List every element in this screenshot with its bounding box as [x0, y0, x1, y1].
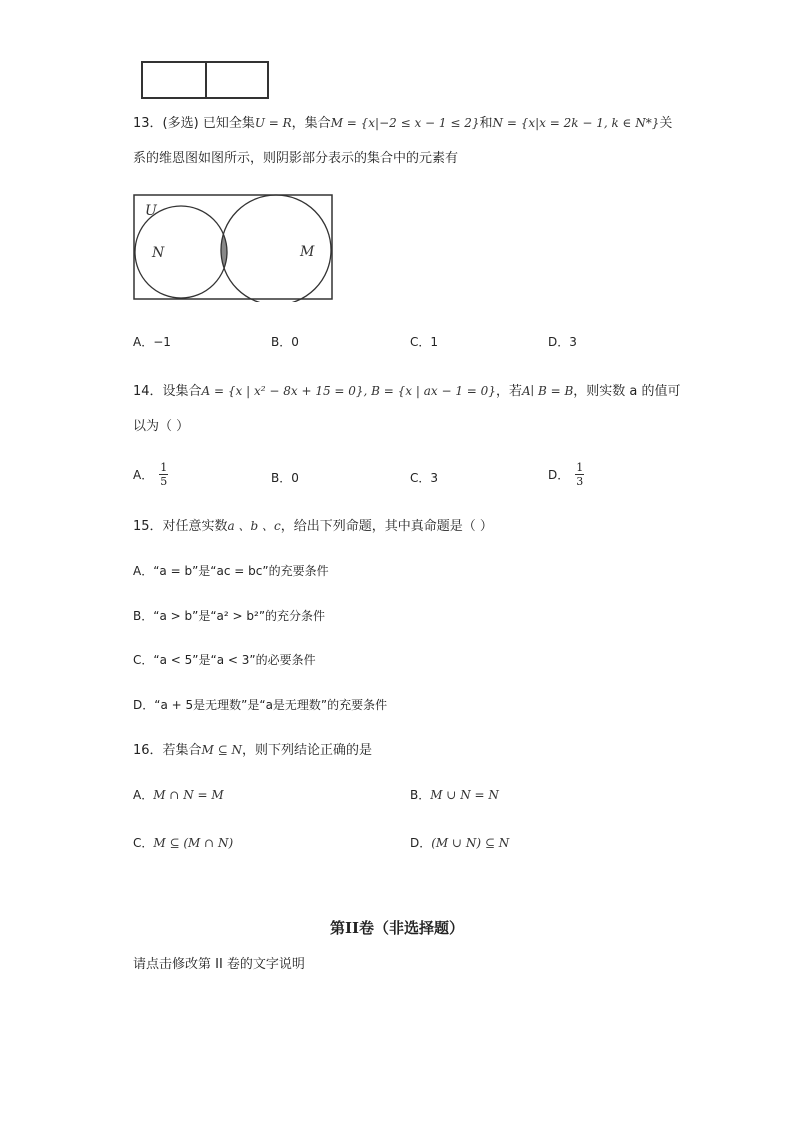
q13-mid1: ，集合 — [291, 116, 331, 131]
question-13 — [133, 114, 672, 133]
q16-cond: M ⊆ N — [201, 743, 243, 757]
option-text: M ∪ N = N — [430, 788, 499, 802]
option-value: −1 — [153, 335, 171, 349]
q13-set-u: U = R — [254, 116, 292, 130]
option-letter: C． — [133, 653, 154, 667]
option-letter: C． — [133, 836, 154, 850]
q15-option-d[interactable] — [133, 696, 387, 714]
question-15 — [133, 517, 493, 536]
q14-option-a[interactable] — [133, 461, 168, 488]
option-letter: A． — [133, 335, 154, 349]
fraction-denominator: 3 — [576, 475, 584, 488]
section-2-note: 请点击修改第 II 卷的文字说明 — [133, 957, 305, 972]
q13-option-d[interactable] — [548, 333, 577, 351]
option-letter: A． — [133, 564, 154, 578]
q13-option-b[interactable] — [271, 333, 299, 351]
option-fraction — [159, 461, 168, 488]
score-table-divider — [205, 63, 207, 97]
q16-option-d[interactable] — [410, 834, 509, 852]
option-value: 1 — [430, 335, 439, 349]
venn-circle-m — [221, 195, 331, 302]
q13-option-a[interactable] — [133, 333, 171, 351]
q14-option-d[interactable] — [548, 461, 584, 488]
option-letter: B． — [133, 609, 154, 623]
q14-suffix: ，则实数 a 的值可 — [573, 384, 681, 399]
option-value: 3 — [569, 335, 577, 349]
venn-diagram — [133, 194, 335, 302]
q16-option-a[interactable] — [133, 786, 224, 804]
option-text: M ∩ N = M — [153, 788, 224, 802]
q15-option-a[interactable] — [133, 562, 329, 580]
option-value: 0 — [291, 335, 299, 349]
option-value: 0 — [291, 471, 299, 485]
q14-option-c[interactable] — [410, 469, 438, 487]
option-value: 3 — [430, 471, 439, 485]
option-text: “a < 5”是“a < 3”的必要条件 — [153, 653, 316, 667]
q13-mid2: 和 — [479, 116, 493, 131]
q13-option-c[interactable] — [410, 333, 438, 351]
option-letter: A． — [133, 467, 154, 482]
fraction-denominator: 5 — [160, 475, 168, 488]
q14-cond: A∣ B = B — [521, 384, 574, 398]
option-fraction — [575, 461, 584, 488]
question-16 — [133, 741, 372, 760]
q16-option-c[interactable] — [133, 834, 233, 852]
option-letter: D． — [548, 335, 570, 349]
q15-option-c[interactable] — [133, 651, 316, 669]
option-letter: B． — [410, 788, 431, 802]
option-letter: D． — [133, 698, 155, 712]
q15-option-b[interactable] — [133, 607, 325, 625]
q13-set-m: M = {x|−2 ≤ x − 1 ≤ 2} — [330, 116, 480, 130]
option-text: M ⊆ (M ∩ N) — [153, 836, 234, 850]
q14-prefix: 14．设集合 — [133, 384, 202, 399]
q15-vars: a 、b 、c — [227, 519, 281, 533]
q13-line2: 系的维恩图如图所示，则阴影部分表示的集合中的元素有 — [133, 151, 459, 166]
q16-suffix: ，则下列结论正确的是 — [242, 743, 373, 758]
option-letter: D． — [410, 836, 432, 850]
option-text: (M ∪ N) ⊆ N — [431, 836, 510, 850]
option-letter: C． — [410, 335, 431, 349]
venn-circle-n — [135, 206, 227, 298]
option-text: “a > b”是“a² > b²”的充分条件 — [153, 609, 326, 623]
q14-line2: 以为（ ） — [133, 419, 190, 434]
section-2-title: 第II卷（非选择题） — [329, 919, 465, 937]
question-14 — [133, 382, 681, 401]
option-letter: D． — [548, 467, 570, 482]
score-table — [141, 61, 269, 99]
q16-option-b[interactable] — [410, 786, 499, 804]
q13-suffix: 关 — [659, 116, 673, 131]
q14-option-b[interactable] — [271, 469, 299, 487]
fraction-numerator: 1 — [160, 461, 168, 474]
option-text: “a = b”是“ac = bc”的充要条件 — [153, 564, 329, 578]
option-letter: B． — [271, 471, 292, 485]
q14-mid: ，若 — [495, 384, 522, 399]
q15-prefix: 15．对任意实数 — [133, 519, 228, 534]
venn-label-m: M — [300, 244, 315, 260]
venn-label-u: U — [145, 203, 157, 219]
fraction-numerator: 1 — [576, 461, 584, 474]
q14-sets: A = {x | x² − 8x + 15 = 0}, B = {x | ax − 1 = 0} — [201, 384, 496, 398]
q15-suffix: ，给出下列命题，其中真命题是（ ） — [280, 519, 493, 534]
q16-prefix: 16．若集合 — [133, 743, 202, 758]
option-letter: B． — [271, 335, 292, 349]
option-text: “a + 5是无理数”是“a是无理数”的充要条件 — [154, 698, 388, 712]
option-letter: A． — [133, 788, 154, 802]
q13-prefix: 13．(多选) 已知全集 — [133, 116, 255, 131]
venn-label-n: N — [152, 245, 165, 261]
q13-set-n: N = {x|x = 2k − 1, k ∈ N*} — [492, 116, 660, 130]
option-letter: C． — [410, 471, 431, 485]
